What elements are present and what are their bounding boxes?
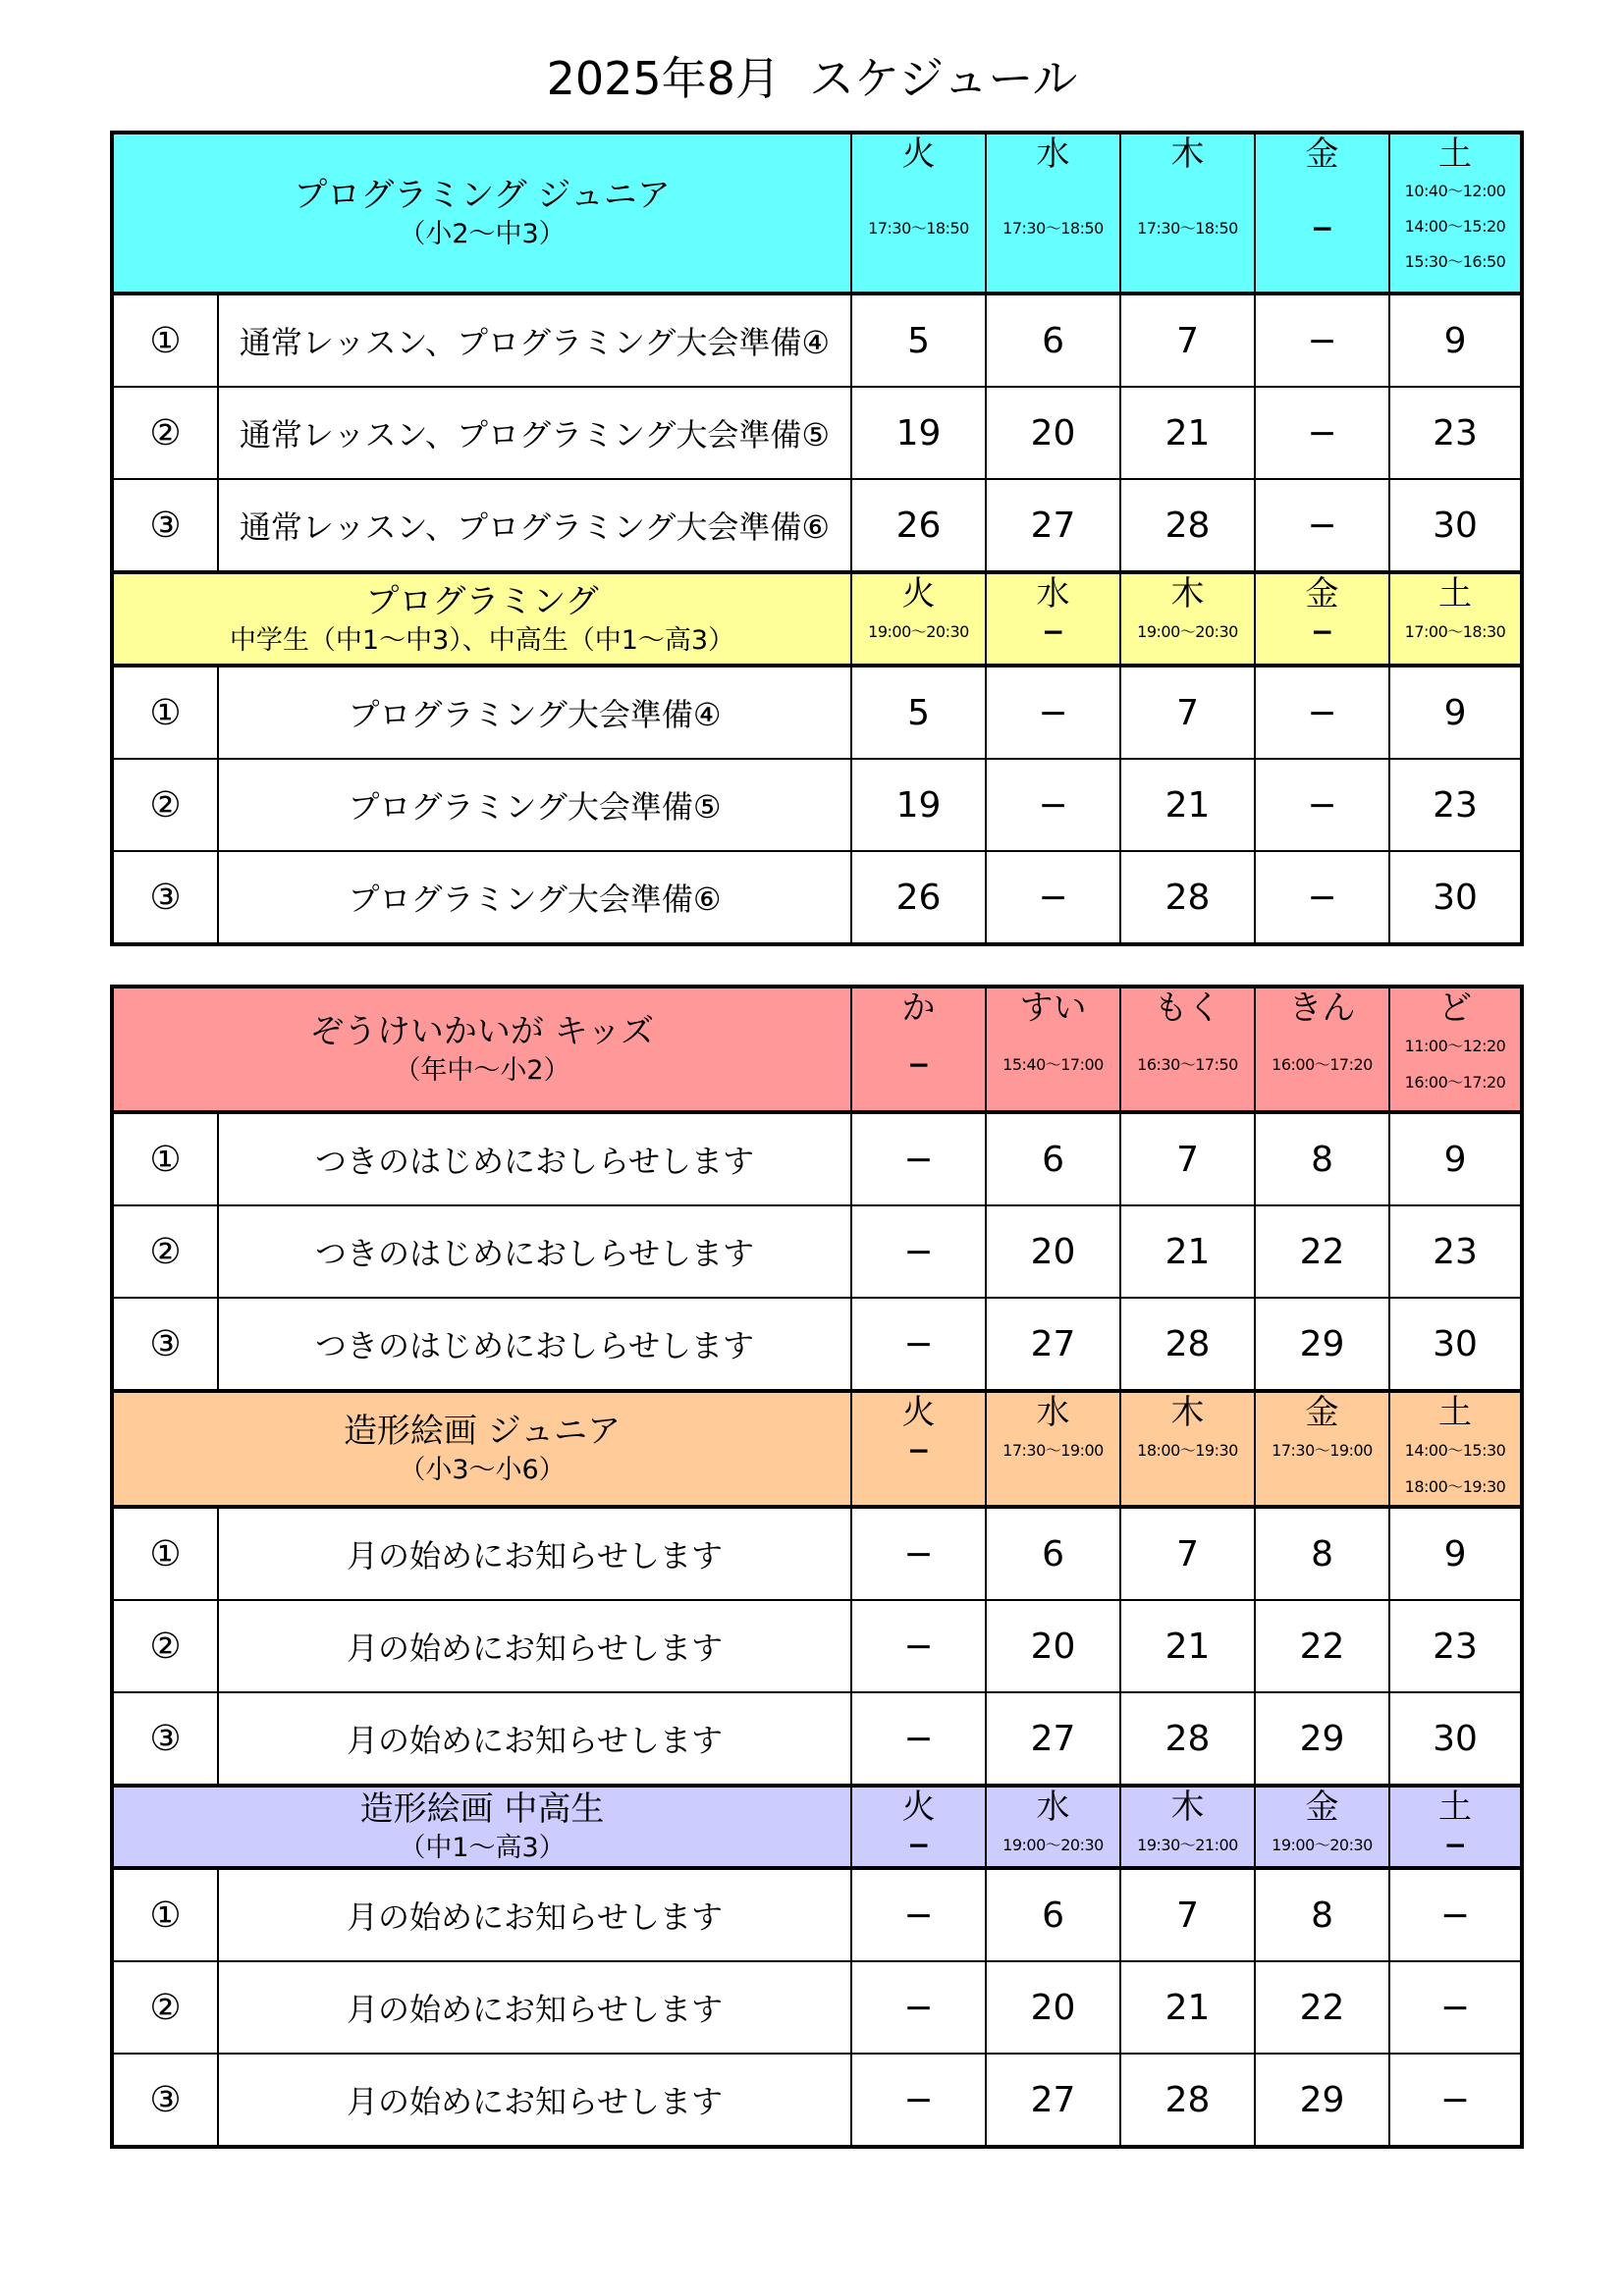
- date-cell: 26: [851, 851, 986, 944]
- date-cell: −: [851, 1600, 986, 1692]
- day-time: 15:30〜16:50: [1404, 252, 1506, 271]
- day-name: すい: [1019, 988, 1087, 1028]
- day-time: −: [1311, 212, 1333, 244]
- schedule-row: [112, 1507, 1522, 1600]
- day-header-cell: [986, 133, 1120, 294]
- section-subtitle: （小2〜中3）: [399, 219, 566, 249]
- schedule-row: [112, 1692, 1522, 1786]
- day-name: 木: [1170, 574, 1205, 614]
- section-title-cell: [112, 1391, 851, 1507]
- schedule-row: [112, 759, 1522, 851]
- date-cell: −: [1255, 759, 1389, 851]
- day-time: 16:00〜17:20: [1404, 1073, 1506, 1092]
- day-header-cell: [851, 1391, 986, 1507]
- date-cell: 27: [986, 1298, 1120, 1391]
- day-time: 19:00〜20:30: [1137, 622, 1238, 641]
- day-header-cell: [1389, 1786, 1522, 1868]
- day-time: 15:40〜17:00: [1002, 1055, 1104, 1074]
- schedule-row: [112, 2054, 1522, 2147]
- day-header-cell: [851, 572, 986, 666]
- day-header-cell: [986, 572, 1120, 666]
- day-time: −: [1311, 615, 1333, 648]
- day-time: 10:40〜12:00: [1404, 182, 1506, 200]
- date-cell: −: [851, 1112, 986, 1205]
- day-time: 16:30〜17:50: [1137, 1055, 1238, 1074]
- lesson-content: 通常レッスン、プログラミング大会準備⑤: [218, 387, 851, 479]
- day-header-cell: [1255, 1391, 1389, 1507]
- date-cell: 27: [986, 479, 1120, 572]
- schedule-table-art: [110, 985, 1524, 2149]
- day-header-cell: [1255, 133, 1389, 294]
- date-cell: −: [1255, 387, 1389, 479]
- day-header-cell: [1389, 133, 1522, 294]
- date-cell: 20: [986, 1600, 1120, 1692]
- date-cell: 28: [1120, 1692, 1255, 1786]
- row-marker: ②: [112, 1600, 218, 1692]
- day-header-cell: [1120, 1391, 1255, 1507]
- row-marker: ③: [112, 1692, 218, 1786]
- row-marker: ②: [112, 759, 218, 851]
- day-name: 金: [1305, 1788, 1339, 1827]
- date-cell: 30: [1389, 1692, 1522, 1786]
- day-time: 19:30〜21:00: [1137, 1836, 1238, 1854]
- row-marker: ①: [112, 1112, 218, 1205]
- date-cell: −: [851, 1205, 986, 1298]
- lesson-content: 月の始めにお知らせします: [218, 2054, 851, 2147]
- date-cell: 23: [1389, 1600, 1522, 1692]
- section-subtitle: （中1〜高3）: [399, 1833, 566, 1863]
- day-header-cell: [1120, 133, 1255, 294]
- date-cell: 8: [1255, 1507, 1389, 1600]
- schedule-row: [112, 1112, 1522, 1205]
- day-time: −: [907, 1829, 930, 1861]
- schedule-row: [112, 479, 1522, 572]
- lesson-content: 月の始めにお知らせします: [218, 1507, 851, 1600]
- date-cell: 19: [851, 759, 986, 851]
- day-name: 木: [1170, 1788, 1205, 1827]
- page-title: 2025年8月 スケジュール: [546, 52, 1078, 105]
- row-marker: ①: [112, 1868, 218, 1961]
- date-cell: 21: [1120, 387, 1255, 479]
- day-name: 木: [1170, 1393, 1205, 1432]
- date-cell: 20: [986, 1205, 1120, 1298]
- day-time: 14:00〜15:20: [1404, 217, 1506, 236]
- date-cell: −: [1255, 479, 1389, 572]
- section-title-cell: [112, 1786, 851, 1868]
- row-marker: ③: [112, 479, 218, 572]
- date-cell: 19: [851, 387, 986, 479]
- day-header-cell: [1389, 987, 1522, 1112]
- day-name: ど: [1438, 988, 1473, 1028]
- day-header-cell: [851, 1786, 986, 1868]
- day-time: 19:00〜20:30: [868, 622, 969, 641]
- date-cell: 28: [1120, 479, 1255, 572]
- date-cell: 7: [1120, 294, 1255, 387]
- lesson-content: プログラミング大会準備⑥: [218, 851, 851, 944]
- day-name: 水: [1036, 574, 1070, 614]
- date-cell: −: [1255, 294, 1389, 387]
- date-cell: 7: [1120, 1868, 1255, 1961]
- row-marker: ③: [112, 1298, 218, 1391]
- section-title: プログラミング ジュニア: [294, 176, 671, 215]
- date-cell: 6: [986, 1507, 1120, 1600]
- day-time: −: [1042, 615, 1064, 648]
- day-name: 金: [1305, 134, 1339, 174]
- day-name: 土: [1438, 134, 1473, 174]
- date-cell: 26: [851, 479, 986, 572]
- schedule-row: [112, 1868, 1522, 1961]
- schedule-row: [112, 387, 1522, 479]
- schedule-row: [112, 1205, 1522, 1298]
- day-header-cell: [1120, 987, 1255, 1112]
- lesson-content: 月の始めにお知らせします: [218, 1868, 851, 1961]
- schedule-row: [112, 1298, 1522, 1391]
- day-name: 木: [1170, 134, 1205, 174]
- day-time: 17:30〜19:00: [1002, 1441, 1104, 1460]
- date-cell: 9: [1389, 1112, 1522, 1205]
- day-time: 17:30〜19:00: [1272, 1441, 1373, 1460]
- date-cell: −: [851, 1692, 986, 1786]
- date-cell: −: [851, 1868, 986, 1961]
- date-cell: 29: [1255, 1692, 1389, 1786]
- day-header-cell: [851, 133, 986, 294]
- date-cell: −: [986, 851, 1120, 944]
- date-cell: 28: [1120, 1298, 1255, 1391]
- section-title: プログラミング: [365, 581, 599, 621]
- section-header-row: [112, 1391, 1522, 1507]
- date-cell: 20: [986, 387, 1120, 479]
- date-cell: 21: [1120, 1205, 1255, 1298]
- day-time: −: [907, 1434, 930, 1467]
- date-cell: −: [851, 1507, 986, 1600]
- day-header-cell: [1120, 1786, 1255, 1868]
- day-name: 火: [901, 134, 936, 174]
- day-name: 火: [901, 1393, 936, 1432]
- date-cell: 30: [1389, 851, 1522, 944]
- section-header-row: [112, 987, 1522, 1112]
- day-name: 水: [1036, 1393, 1070, 1432]
- schedule-row: [112, 851, 1522, 944]
- date-cell: 21: [1120, 1600, 1255, 1692]
- date-cell: 27: [986, 1692, 1120, 1786]
- row-marker: ①: [112, 666, 218, 759]
- day-header-cell: [986, 1786, 1120, 1868]
- day-time: 19:00〜20:30: [1002, 1836, 1104, 1854]
- date-cell: 21: [1120, 1961, 1255, 2054]
- day-time: −: [1443, 1829, 1467, 1861]
- day-name: 金: [1305, 1393, 1339, 1432]
- date-cell: −: [1389, 1961, 1522, 2054]
- section-header-row: [112, 133, 1522, 294]
- date-cell: −: [986, 666, 1120, 759]
- section-title-cell: [112, 572, 851, 666]
- section-title: 造形絵画 中高生: [359, 1789, 605, 1829]
- row-marker: ③: [112, 2054, 218, 2147]
- date-cell: 22: [1255, 1600, 1389, 1692]
- lesson-content: つきのはじめにおしらせします: [218, 1205, 851, 1298]
- day-name: 水: [1036, 1788, 1070, 1827]
- row-marker: ③: [112, 851, 218, 944]
- date-cell: 9: [1389, 294, 1522, 387]
- lesson-content: 月の始めにお知らせします: [218, 1600, 851, 1692]
- lesson-content: 通常レッスン、プログラミング大会準備④: [218, 294, 851, 387]
- day-time: 18:00〜19:30: [1404, 1477, 1506, 1496]
- date-cell: −: [851, 1298, 986, 1391]
- day-name: 水: [1036, 134, 1070, 174]
- day-time: 17:30〜18:50: [868, 219, 969, 238]
- lesson-content: つきのはじめにおしらせします: [218, 1298, 851, 1391]
- day-time: 17:30〜18:50: [1002, 219, 1104, 238]
- row-marker: ②: [112, 1961, 218, 2054]
- section-title-cell: [112, 133, 851, 294]
- date-cell: 22: [1255, 1205, 1389, 1298]
- day-header-cell: [1255, 572, 1389, 666]
- date-cell: 30: [1389, 479, 1522, 572]
- date-cell: 23: [1389, 387, 1522, 479]
- day-header-cell: [1255, 987, 1389, 1112]
- day-header-cell: [986, 987, 1120, 1112]
- date-cell: 28: [1120, 851, 1255, 944]
- day-header-cell: [851, 987, 986, 1112]
- date-cell: −: [851, 2054, 986, 2147]
- date-cell: −: [1389, 1868, 1522, 1961]
- schedule-row: [112, 1961, 1522, 2054]
- schedule-row: [112, 1600, 1522, 1692]
- section-subtitle: （小3〜小6）: [399, 1455, 566, 1485]
- date-cell: −: [851, 1961, 986, 2054]
- lesson-content: プログラミング大会準備④: [218, 666, 851, 759]
- section-subtitle: （年中〜小2）: [394, 1055, 570, 1086]
- lesson-content: つきのはじめにおしらせします: [218, 1112, 851, 1205]
- date-cell: 29: [1255, 2054, 1389, 2147]
- date-cell: 21: [1120, 759, 1255, 851]
- day-time: 14:00〜15:30: [1404, 1441, 1506, 1460]
- lesson-content: 通常レッスン、プログラミング大会準備⑥: [218, 479, 851, 572]
- row-marker: ①: [112, 294, 218, 387]
- date-cell: 6: [986, 1112, 1120, 1205]
- date-cell: 7: [1120, 1507, 1255, 1600]
- lesson-content: 月の始めにお知らせします: [218, 1692, 851, 1786]
- date-cell: 22: [1255, 1961, 1389, 2054]
- day-time: 17:30〜18:50: [1137, 219, 1238, 238]
- day-time: 16:00〜17:20: [1272, 1055, 1373, 1074]
- date-cell: −: [1255, 851, 1389, 944]
- day-name: 火: [901, 1788, 936, 1827]
- date-cell: 20: [986, 1961, 1120, 2054]
- date-cell: 7: [1120, 1112, 1255, 1205]
- day-name: 火: [901, 574, 936, 614]
- date-cell: 29: [1255, 1298, 1389, 1391]
- section-title-cell: [112, 987, 851, 1112]
- day-name: 土: [1438, 1393, 1473, 1432]
- day-time: −: [907, 1048, 930, 1081]
- day-name: か: [901, 988, 936, 1028]
- day-header-cell: [986, 1391, 1120, 1507]
- date-cell: −: [1389, 2054, 1522, 2147]
- schedule-row: [112, 294, 1522, 387]
- date-cell: 5: [851, 294, 986, 387]
- section-title: ぞうけいかいが キッズ: [309, 1012, 655, 1051]
- day-time: 17:00〜18:30: [1404, 622, 1506, 641]
- date-cell: 23: [1389, 759, 1522, 851]
- date-cell: 7: [1120, 666, 1255, 759]
- row-marker: ①: [112, 1507, 218, 1600]
- section-header-row: [112, 572, 1522, 666]
- section-title: 造形絵画 ジュニア: [343, 1412, 622, 1451]
- date-cell: 28: [1120, 2054, 1255, 2147]
- day-name: 土: [1438, 1788, 1473, 1827]
- date-cell: 8: [1255, 1868, 1389, 1961]
- day-header-cell: [1389, 1391, 1522, 1507]
- section-subtitle: 中学生（中1〜中3）、中高生（中1〜高3）: [229, 624, 735, 656]
- date-cell: 9: [1389, 1507, 1522, 1600]
- day-name: 金: [1305, 574, 1339, 614]
- date-cell: 9: [1389, 666, 1522, 759]
- date-cell: 6: [986, 1868, 1120, 1961]
- day-header-cell: [1389, 572, 1522, 666]
- date-cell: −: [1255, 666, 1389, 759]
- row-marker: ②: [112, 387, 218, 479]
- section-header-row: [112, 1786, 1522, 1868]
- date-cell: −: [986, 759, 1120, 851]
- lesson-content: プログラミング大会準備⑤: [218, 759, 851, 851]
- day-name: きん: [1288, 988, 1356, 1028]
- date-cell: 5: [851, 666, 986, 759]
- schedule-table-programming: [110, 131, 1524, 946]
- date-cell: 8: [1255, 1112, 1389, 1205]
- day-time: 18:00〜19:30: [1137, 1441, 1238, 1460]
- date-cell: 6: [986, 294, 1120, 387]
- day-header-cell: [1120, 572, 1255, 666]
- day-name: 土: [1438, 574, 1473, 614]
- day-header-cell: [1255, 1786, 1389, 1868]
- date-cell: 27: [986, 2054, 1120, 2147]
- date-cell: 30: [1389, 1298, 1522, 1391]
- day-time: 11:00〜12:20: [1404, 1037, 1506, 1055]
- lesson-content: 月の始めにお知らせします: [218, 1961, 851, 2054]
- day-time: 19:00〜20:30: [1272, 1836, 1373, 1854]
- schedule-row: [112, 666, 1522, 759]
- day-name: もく: [1154, 988, 1221, 1028]
- row-marker: ②: [112, 1205, 218, 1298]
- date-cell: 23: [1389, 1205, 1522, 1298]
